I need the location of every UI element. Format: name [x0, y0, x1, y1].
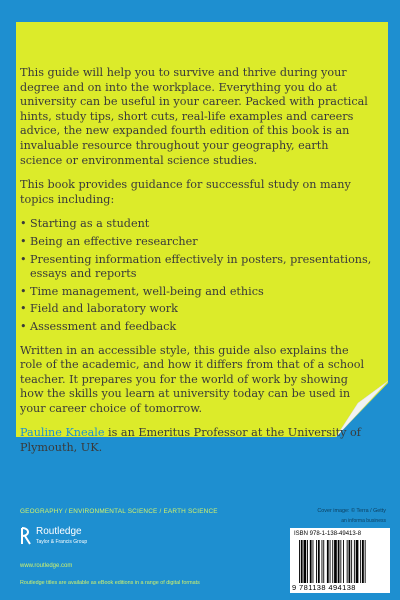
topic-text: Field and laboratory work — [30, 302, 178, 316]
topics-lead: This book provides guidance for successful study on many topics including: — [20, 178, 351, 206]
author-bio: is an Emeritus Professor at the University of Plymouth, UK. — [20, 426, 361, 455]
bullet-icon: • — [20, 302, 27, 316]
intro-paragraph: This guide will help you to survive and thrive during your degree and on into the workplace. Everything you do at university can be useful in your career. Packed with practical hints, study tips, short cuts, real-life examples and careers advice, the new expanded fourth edition of this book is an invaluable resource throughout your geography, earth science or environmental science studies. — [20, 66, 368, 167]
publisher-group: Taylor & Francis Group — [36, 539, 88, 545]
topic-text: Time management, well-being and ethics — [30, 284, 264, 298]
bullet-icon: • — [20, 319, 27, 333]
topic-text: Presenting information effectively in posters, presentations, essays and reports — [30, 252, 372, 281]
closing-paragraph: Written in an accessible style, this guide also explains the role of the academic, and how it differs from that of a school teacher. It prepares you for the world of work by showing how the skills you learn at university today can be used in your career choice of tomorrow. — [20, 343, 365, 415]
isbn-box — [290, 528, 390, 593]
bullet-icon: • — [20, 217, 27, 231]
topic-text: Starting as a student — [30, 217, 150, 231]
routledge-logo-icon — [20, 527, 32, 545]
barcode-icon — [298, 540, 386, 583]
author-name: Pauline Kneale — [20, 426, 105, 440]
barcode-digits: 9 781138 494138 — [292, 583, 356, 592]
subject-categories: GEOGRAPHY / ENVIRONMENTAL SCIENCE / EARTH SCIENCE — [20, 508, 218, 515]
topic-text: Being an effective researcher — [30, 234, 198, 248]
bullet-icon: • — [20, 234, 27, 248]
list-item — [20, 320, 372, 335]
list-item — [20, 217, 372, 232]
topic-list — [20, 217, 372, 334]
topic-text: Assessment and feedback — [30, 319, 177, 333]
publisher-name: Routledge — [36, 526, 82, 537]
list-item — [20, 302, 372, 317]
bullet-icon: • — [20, 284, 27, 298]
isbn-number: ISBN 978-1-138-49413-8 — [294, 531, 362, 537]
bullet-icon: • — [20, 252, 27, 266]
blurb — [20, 66, 372, 466]
list-item — [20, 253, 372, 282]
informa-tagline: an informa business — [341, 518, 386, 524]
publisher-website: www.routledge.com — [20, 563, 73, 569]
author-line — [20, 426, 372, 455]
list-item — [20, 235, 372, 250]
ebook-note: Routledge titles are available as eBook editions in a range of digital formats — [20, 580, 200, 586]
list-item — [20, 285, 372, 300]
cover-credit: Cover image: © Terra / Getty — [317, 508, 386, 514]
